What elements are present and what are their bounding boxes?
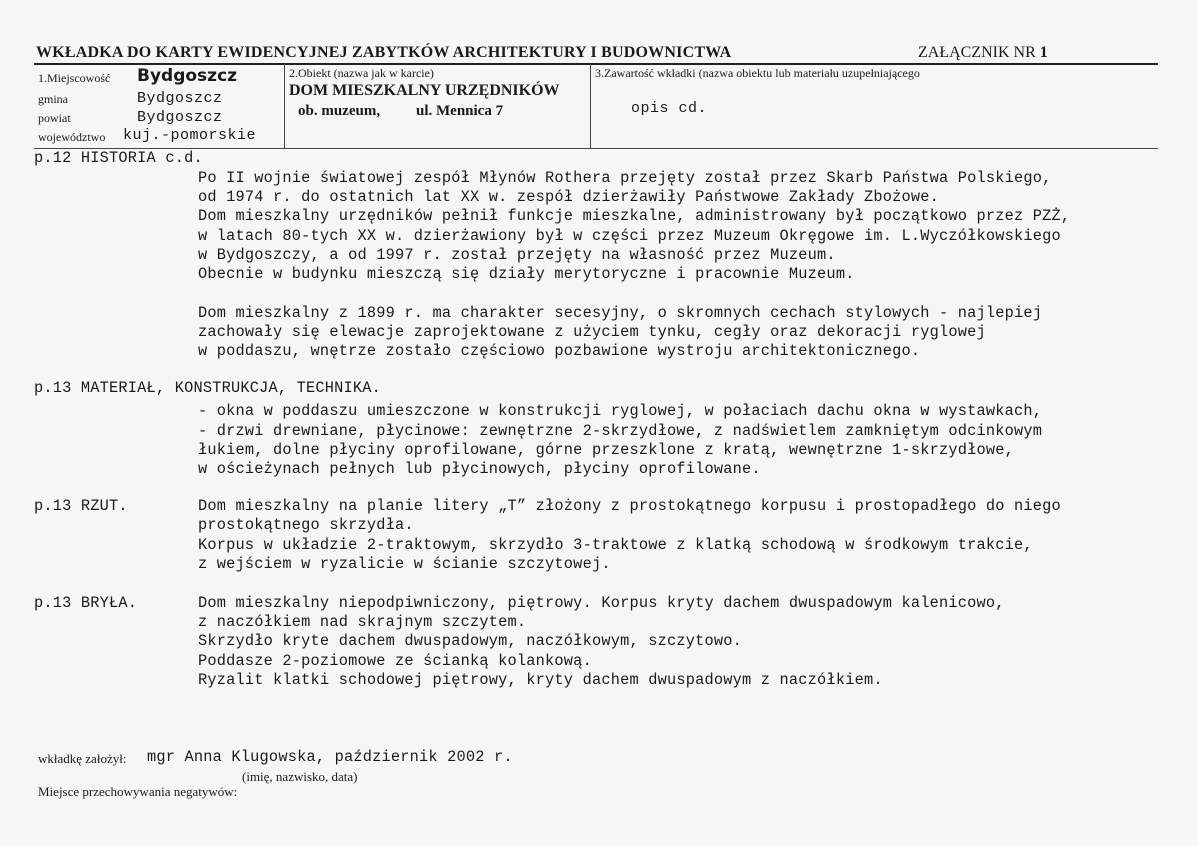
commune-label: gmina (38, 92, 68, 106)
material-line: - okna w poddaszu umieszczone w konstrukcji ryglowej, w połaciach dachu okna w wystawkach, (198, 402, 1043, 420)
author-label: wkładkę założył: (38, 751, 127, 766)
bryla-line: z naczółkiem nad skrajnym szczytem. (198, 613, 527, 631)
voivodeship-label: województwo (38, 130, 106, 144)
section-heading-bryla: p.13 BRYŁA. (34, 594, 138, 612)
county-value: Bydgoszcz (137, 109, 223, 126)
county-label: powiat (38, 111, 71, 125)
section-heading-rzut: p.13 RZUT. (34, 497, 128, 515)
historia-style-line: Dom mieszkalny z 1899 r. ma charakter secesyjny, o skromnych cechach stylowych - najlepiej (198, 304, 1043, 322)
material-line: w ościeżynach pełnych lub płycinowych, płyciny oprofilowane. (198, 460, 761, 478)
author-hint: (imię, nazwisko, data) (242, 769, 358, 784)
author-value: mgr Anna Klugowska, październik 2002 r. (147, 748, 513, 766)
material-line: łukiem, dolne płyciny oprofilowane, górne przeszklone z kratą, wewnętrzne 1-skrzydłowe, (198, 441, 1015, 459)
contents-label: 3.Zawartość wkładki (nazwa obiektu lub materiału uzupełniającego (595, 66, 920, 80)
header-divider-2 (590, 64, 591, 148)
city-label: 1.Miejscowość (38, 71, 111, 85)
rzut-line: Korpus w układzie 2-traktowym, skrzydło 3-traktowe z klatką schodową w środkowym trakcie, (198, 536, 1033, 554)
historia-line: od 1974 r. do ostatnich lat XX w. zespół dzierżawiły Państwowe Zakłady Zbożowe. (198, 188, 939, 206)
historia-line: w Bydgoszczy, a od 1997 r. został przejęty na własność przez Muzeum. (198, 246, 836, 264)
bryla-line: Ryzalit klatki schodowej piętrowy, kryty dachem dwuspadowym z naczółkiem. (198, 671, 883, 689)
negatives-label: Miejsce przechowywania negatywów: (38, 784, 238, 799)
form-title: WKŁADKA DO KARTY EWIDENCYJNEJ ZABYTKÓW ARCHITEKTURY I BUDOWNICTWA (36, 44, 732, 61)
bryla-line: Poddasze 2-poziomowe ze ścianką kolankową. (198, 652, 592, 670)
section-heading-historia: p.12 HISTORIA c.d. (34, 149, 203, 167)
header-divider-1 (284, 64, 285, 148)
historia-style-line: zachowały się elewacje zaprojektowane z użyciem tynku, cegły oraz dekoracji ryglowej (198, 323, 986, 341)
contents-value: opis cd. (631, 100, 708, 117)
historia-line: Obecnie w budynku mieszczą się działy merytoryczne i pracownie Muzeum. (198, 265, 855, 283)
attachment-label (918, 44, 1048, 62)
object-name: DOM MIESZKALNY URZĘDNIKÓW (289, 82, 560, 99)
object-subtitle: ob. muzeum, (298, 103, 381, 119)
header-top-rule (34, 63, 1158, 65)
historia-line: Po II wojnie światowej zespół Młynów Rothera przejęty został przez Skarb Państwa Polskiego, (198, 169, 1052, 187)
rzut-line: Dom mieszkalny na planie litery „T” złożony z prostokątnego korpusu i prostopadłego do niego (198, 497, 1061, 515)
material-line: - drzwi drewniane, płycinowe: zewnętrzne 2-skrzydłowe, z nadświetlem zamkniętym odcinkowym (198, 422, 1043, 440)
rzut-line: prostokątnego skrzydła. (198, 516, 414, 534)
attachment-number: 1 (1039, 44, 1048, 61)
historia-line: w latach 80-tych XX w. dzierżawiony był w części przez Muzeum Okręgowe im. L.Wyczółkowskiego (198, 227, 1061, 245)
object-label: 2.Obiekt (nazwa jak w karcie) (289, 66, 434, 80)
city-value: Bydgoszcz (137, 66, 238, 86)
voivodeship-value: kuj.-pomorskie (123, 127, 257, 144)
historia-style-line: w poddaszu, wnętrze zostało częściowo pozbawione wystroju architektonicznego. (198, 342, 921, 360)
bryla-line: Skrzydło kryte dachem dwuspadowym, naczółkowym, szczytowo. (198, 632, 743, 650)
bryla-line: Dom mieszkalny niepodpiwniczony, piętrowy. Korpus kryty dachem dwuspadowym kalenicowo, (198, 594, 1005, 612)
object-address: ul. Mennica 7 (416, 103, 504, 119)
commune-value: Bydgoszcz (137, 90, 223, 107)
historia-line: Dom mieszkalny urzędników pełnił funkcje mieszkalne, administrowany był początkowo przez PZŻ, (198, 207, 1071, 225)
attachment-label-text: ZAŁĄCZNIK NR (918, 44, 1036, 61)
section-heading-material: p.13 MATERIAŁ, KONSTRUKCJA, TECHNIKA. (34, 379, 382, 397)
rzut-line: z wejściem w ryzalicie w ścianie szczytowej. (198, 555, 611, 573)
